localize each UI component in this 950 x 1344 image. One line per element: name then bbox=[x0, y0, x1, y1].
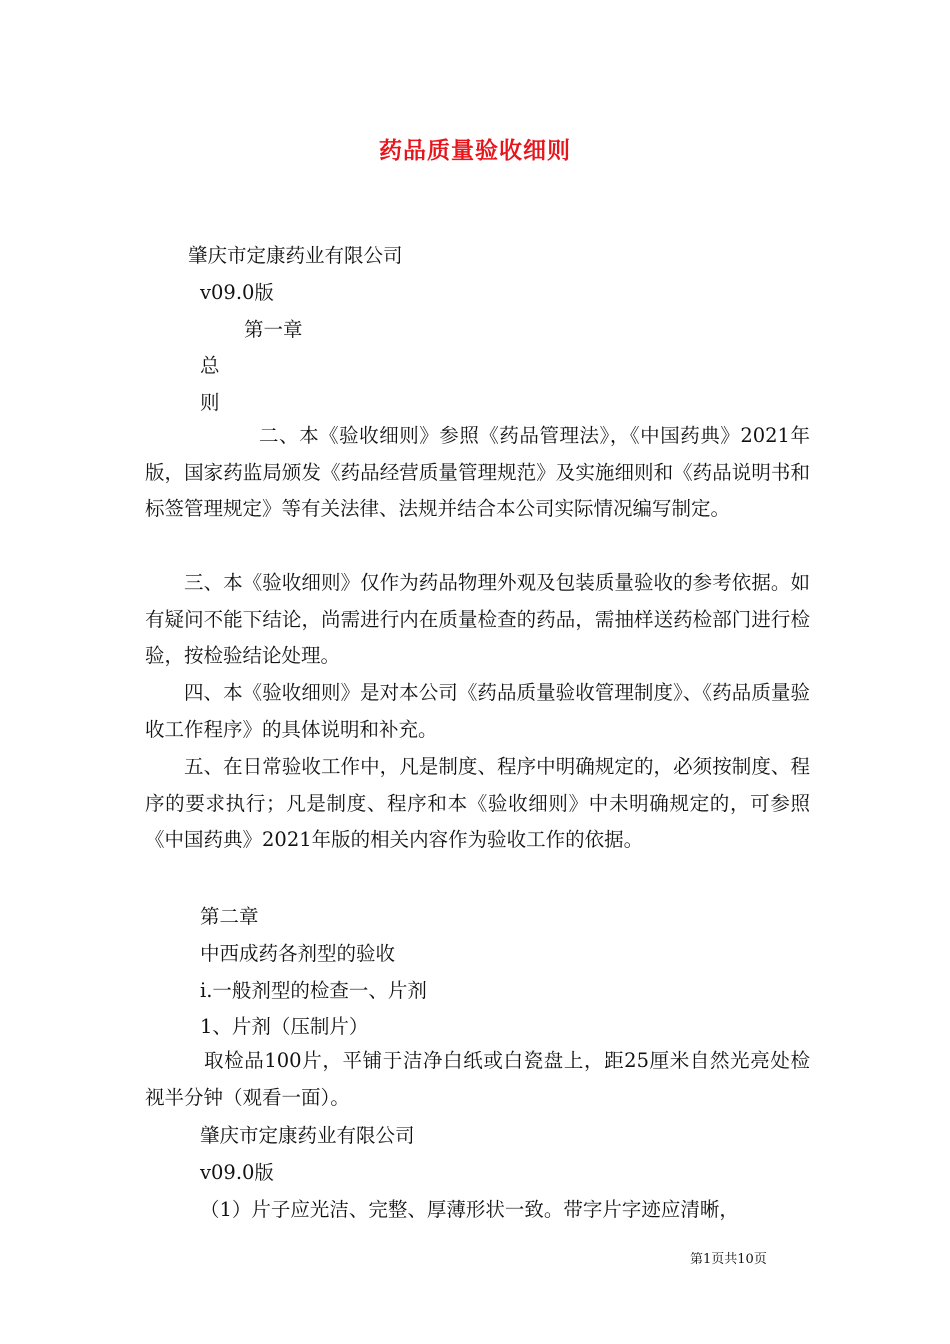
chapter-2-label: 第二章 bbox=[200, 905, 259, 928]
version-label: v09.0版 bbox=[200, 281, 274, 304]
chapter-1-title-part1: 总 bbox=[200, 354, 220, 377]
company-name: 肇庆市定康药业有限公司 bbox=[188, 244, 403, 267]
chapter-1-title-part2: 则 bbox=[200, 391, 220, 414]
paragraph-2: 二、本《验收细则》参照《药品管理法》，《中国药典》2021年版，国家药监局颁发《药品经营质量管理规范》及实施细则和《药品说明书和标签管理规定》等有关法律、法规并结合本公司实际情况编写制定。 bbox=[145, 424, 810, 521]
chapter-1-label: 第一章 bbox=[244, 318, 303, 341]
paragraph-4: 四、本《验收细则》是对本公司《药品质量验收管理制度》、《药品质量验收工作程序》的具体说明和补充。 bbox=[145, 681, 810, 741]
sample-paragraph: 取检品100片，平铺于洁净白纸或白瓷盘上，距25厘米自然光亮处检视半分钟（观看一面）。 bbox=[145, 1049, 810, 1109]
paragraph-5: 五、在日常验收工作中，凡是制度、程序中明确规定的，必须按制度、程序的要求执行；凡是制度、程序和本《验收细则》中未明确规定的，可参照《中国药典》2021年版的相关内容作为验收工作的依据。 bbox=[145, 755, 810, 852]
section-heading: i.一般剂型的检查一、片剂 bbox=[200, 979, 427, 1002]
paragraph-3: 三、本《验收细则》仅作为药品物理外观及包装质量验收的参考依据。如有疑问不能下结论，尚需进行内在质量检查的药品，需抽样送药检部门进行检验，按检验结论处理。 bbox=[145, 571, 810, 668]
version-label-repeat: v09.0版 bbox=[200, 1161, 274, 1184]
chapter-2-title: 中西成药各剂型的验收 bbox=[200, 942, 396, 965]
page-footer: 第1页共10页 bbox=[690, 1252, 767, 1267]
subsection-heading: 1、片剂（压制片） bbox=[200, 1015, 369, 1038]
item-1: （1）片子应光洁、完整、厚薄形状一致。带字片字迹应清晰， bbox=[200, 1198, 739, 1221]
page-title: 药品质量验收细则 bbox=[379, 137, 571, 164]
company-name-repeat: 肇庆市定康药业有限公司 bbox=[200, 1124, 415, 1147]
